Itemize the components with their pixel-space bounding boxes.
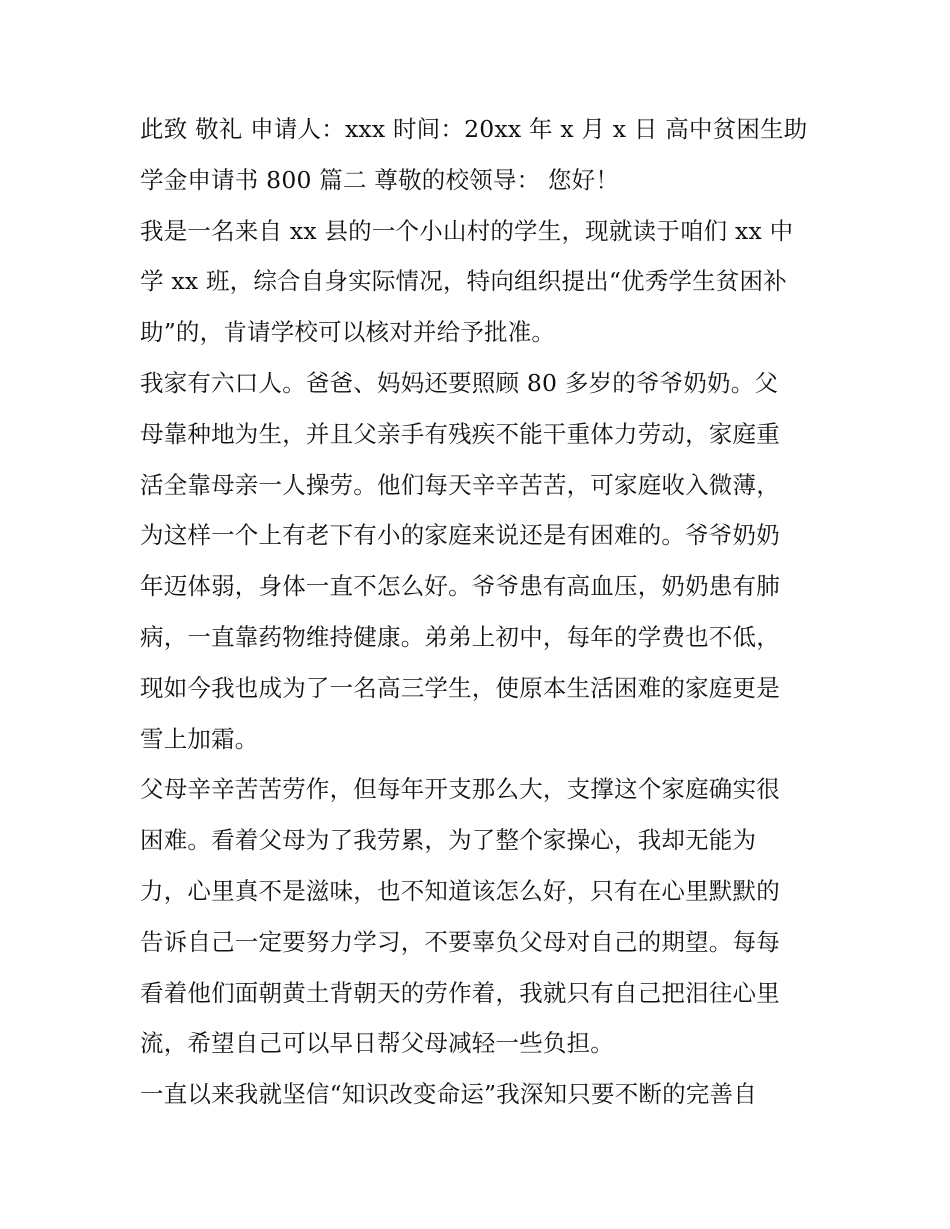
text-line: 困难。看着父母为了我劳累，为了整个家操心，我却无能为 <box>140 826 757 855</box>
text-line: 母靠种地为生，并且父亲手有残疾不能干重体力劳动，家庭重 <box>140 419 780 448</box>
document-body <box>140 104 820 1120</box>
text-line: 看着他们面朝黄土背朝天的劳作着，我就只有自己把泪往心里 <box>140 978 780 1007</box>
text-line: 流，希望自己可以早日帮父母减轻一些负担。 <box>140 1029 614 1058</box>
paragraph-family-situation <box>140 358 820 764</box>
text-line: 父母辛辛苦苦劳作，但每年开支那么大，支撑这个家庭确实很 <box>140 775 780 804</box>
text-line: 学金申请书 800 篇二 尊敬的校领导： 您好！ <box>140 165 620 194</box>
text-line: 为这样一个上有老下有小的家庭来说还是有困难的。爷爷奶奶 <box>140 521 780 550</box>
text-line: 年迈体弱，身体一直不怎么好。爷爷患有高血压，奶奶患有肺 <box>140 572 780 601</box>
text-line: 力，心里真不是滋味，也不知道该怎么好，只有在心里默默的 <box>140 876 780 905</box>
text-line: 告诉自己一定要努力学习，不要辜负父母对自己的期望。每每 <box>140 927 780 956</box>
text-line: 学 xx 班，综合自身实际情况，特向组织提出“优秀学生贫困补 <box>140 267 787 296</box>
text-line: 我是一名来自 xx 县的一个小山村的学生，现就读于咱们 xx 中 <box>140 216 794 245</box>
text-line: 助”的，肯请学校可以核对并给予批准。 <box>140 318 556 347</box>
paragraph-introduction <box>140 206 820 358</box>
text-line: 病，一直靠药物维持健康。弟弟上初中，每年的学费也不低， <box>140 622 780 651</box>
text-line: 我家有六口人。爸爸、妈妈还要照顾 80 多岁的爷爷奶奶。父 <box>140 368 779 397</box>
text-line: 此致 敬礼 申请人：xxx 时间：20xx 年 x 月 x 日 高中贫困生助 <box>140 115 808 143</box>
paragraph-belief <box>140 1069 820 1120</box>
text-line: 一直以来我就坚信“知识改变命运”我深知只要不断的完善自 <box>140 1080 757 1109</box>
paragraph-closing-and-title <box>140 104 820 206</box>
paragraph-parents-labor <box>140 764 820 1069</box>
text-line: 活全靠母亲一人操劳。他们每天辛辛苦苦，可家庭收入微薄， <box>140 470 780 499</box>
text-line: 现如今我也成为了一名高三学生，使原本生活困难的家庭更是 <box>140 673 780 702</box>
text-line: 雪上加霜。 <box>140 724 259 753</box>
